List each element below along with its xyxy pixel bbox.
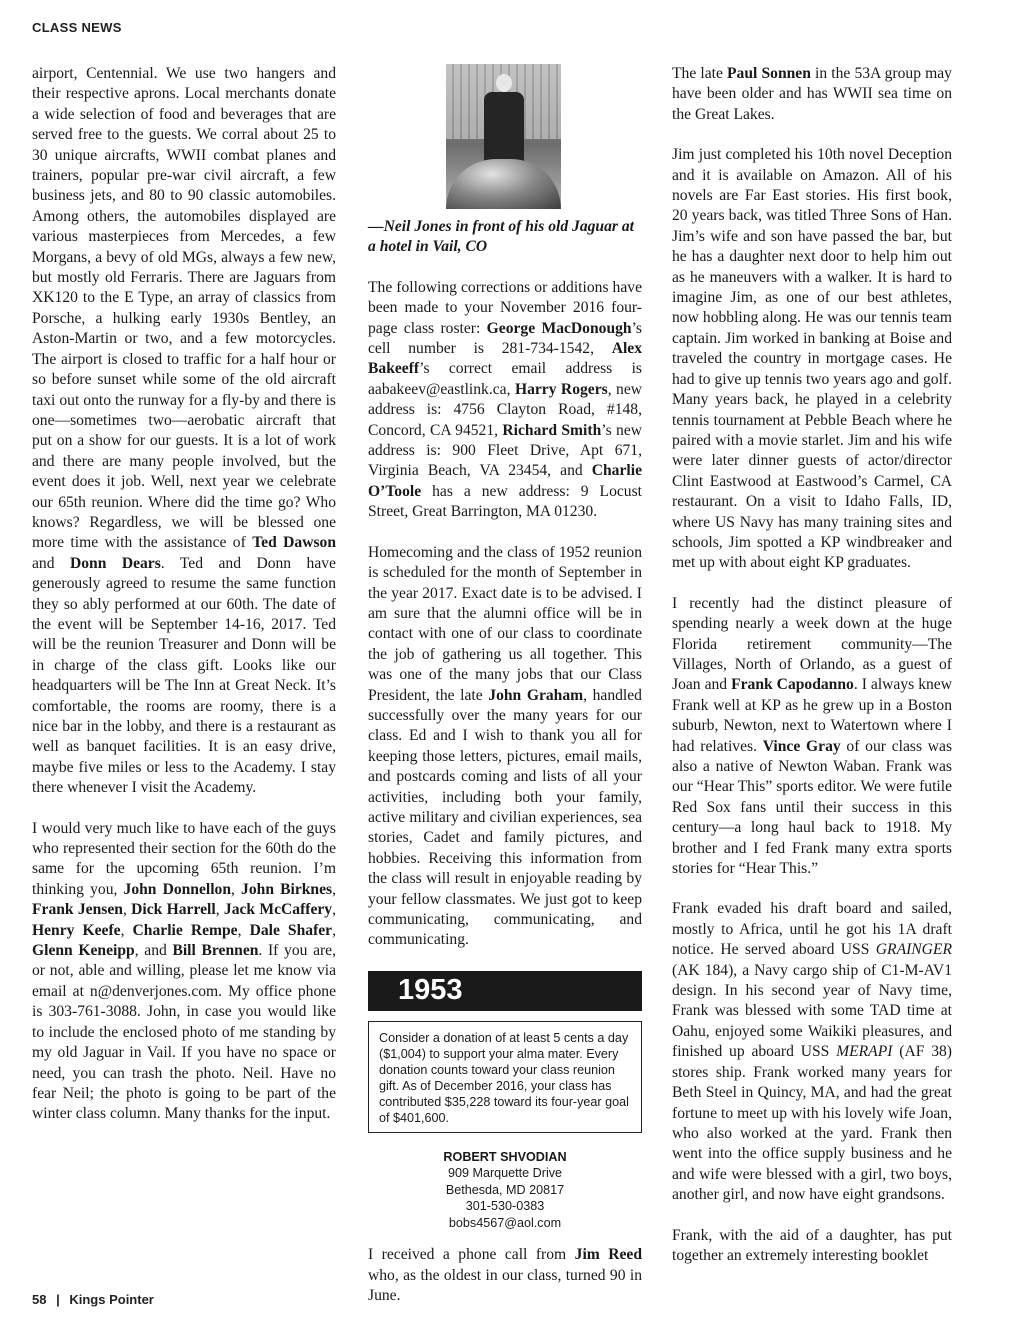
text-run: . I always knew Frank well at KP as he grew up in a Boston suburb, Newton, next to Watertown where I had relatives. xyxy=(672,676,952,755)
paragraph xyxy=(368,543,642,951)
bold-name: Harry Rogers xyxy=(514,380,608,398)
text-run: . Ted and Donn have generously agreed to resume the same function they so ably performed at our 60th. The date of the event will be September 14-16, 2017. Ted will be the reunion Treasurer and Donn will be in charge of the class gift. Looks like our headquarters will be The Inn at Great Neck. It’s comfortable, the rooms are roomy, there is a nice bar in the lobby, and there is a restaurant as well as banquet facilities. It is an easy drive, maybe five miles or less to the Academy. I stay there whenever I visit the Academy. xyxy=(32,554,336,797)
bold-name: Glenn Keneipp xyxy=(32,942,135,960)
paragraph xyxy=(672,145,952,574)
text-run: , and xyxy=(134,942,173,960)
text-run: of our class was also a native of Newton Waban. Frank was our “Hear This” sports editor. We were futile Red Sox fans until their success in this century—a long haul back to 1918. My brother and I fed Frank many extra sports stories for “Hear This.” xyxy=(672,737,953,878)
text-run: Homecoming and the class of 1952 reunion is scheduled for the month of September in the year 2017. Exact date is to be advised. I am sure that the alumni office will be in contact with one of our class to coordinate the job of gathering us all together. This was one of the many jobs that our Class President, the late xyxy=(368,543,642,704)
text-run: I would very much like to have each of the guys who represented their section for the 60th do the same for the upcoming 65th reunion. I’m thinking you, xyxy=(32,819,336,898)
bold-name: Richard Smith xyxy=(502,421,602,439)
paragraph xyxy=(672,1226,952,1267)
bold-name: Alex Bakeeff xyxy=(368,340,642,378)
text-run: , xyxy=(122,901,132,919)
bold-name: Ted Dawson xyxy=(252,534,336,552)
bold-name: Dale Shafer xyxy=(249,921,333,939)
photo-caption: —Neil Jones in front of his old Jaguar at a hotel in Vail, CO xyxy=(368,218,634,256)
column-3 xyxy=(672,64,952,1286)
text-run: (AF 38) stores ship. Frank worked many years for Beth Steel in Quincy, MA, and had the great fortune to meet up with his lovely wife Joan, who also worked at the yard. Frank then went into the office supply business and he and wife were blessed with a girl, two boys, another girl, and now have eight grandsons. xyxy=(672,1043,952,1204)
ship-name: GRAINGER xyxy=(875,941,952,959)
text-run: who, as the oldest in our class, turned 90 in June. xyxy=(368,1266,642,1305)
paragraph xyxy=(368,278,642,523)
text-run: I received a phone call from xyxy=(368,1246,575,1264)
text-run: Jim just completed his 10th novel Deception and it is available on Amazon. All of his novels are Far East stories. His first book, 20 years back, was titled Three Sons of Han. Jim’s wife and son have passed the bar, but he has a daughter next door to help him out as he maneuvers with a walker. It is hard to imagine Jim, as one of our best athletes, now hobbling along. He was our tennis team captain. Jim worked in banking at Boise and traveled the country in mortgage cases. He had to give up tennis two years ago and golf. Many years back, he played in a celebrity tennis tournament at Pebble Beach where he paired with a movie starlet. Jim and his wife were later dinner guests of actor/director Clint Eastwood at Eastwood’s Carmel, CA restaurant. On a visit to Idaho Falls, ID, where US Navy has many training sites and schools, Jim spotted a KP windbreaker and met up with about eight KP graduates. xyxy=(672,146,952,572)
bold-name: George MacDonough xyxy=(486,319,632,337)
column-2 xyxy=(368,64,642,1327)
paragraph xyxy=(672,64,952,125)
contact-name: ROBERT SHVODIAN xyxy=(443,1149,567,1164)
text-run: , xyxy=(332,880,336,898)
bold-name: Donn Dears xyxy=(69,554,161,572)
page-footer xyxy=(32,1292,154,1307)
bold-name: Jim Reed xyxy=(574,1246,642,1264)
text-run: , handled successfully over the many years for our class. Ed and I wish to thank you all for keeping those letters, pictures, email mails, and postcards coming and lists of all your activities, including both your family, active military and civilian experiences, sea stories, Cadet and family pictures, and hobbies. Receiving this information from the class will result in enjoyable reading by your fellow classmates. We just got to keep communicating, communicating, and communicating. xyxy=(368,686,642,949)
text-run: , xyxy=(237,921,250,939)
paragraph xyxy=(32,64,336,799)
text-run: , xyxy=(231,880,242,898)
donation-box: Consider a donation of at least 5 cents a day ($1,004) to support your alma mater. Every donation counts toward your class reunion gift. As of December 2016, your class has contributed $35,228 toward its four-year goal of $401,600. xyxy=(368,1021,642,1133)
text-run: (AK 184), a Navy cargo ship of C1-M-AV1 design. In his second year of Navy time, Frank was blessed with some TAD time at Oahu, enjoyed some Waikiki pleasures, and finished up aboard USS xyxy=(672,961,952,1061)
text-run: I recently had the distinct pleasure of spending nearly a week down at the huge Florida retirement community—The Villages, North of Orlando, as a guest of Joan and xyxy=(672,594,952,694)
text-run: in the 53A group may have been older and has WWII sea time on the Great Lakes. xyxy=(672,65,952,123)
class-year-banner: 1953 xyxy=(368,971,642,1011)
paragraph xyxy=(368,1245,642,1306)
bold-name: Frank Capodanno xyxy=(731,676,854,694)
neil-jones-photo xyxy=(446,64,561,209)
column-1 xyxy=(32,64,336,1145)
contact-email: bobs4567@aol.com xyxy=(448,1215,562,1230)
paragraph xyxy=(672,594,952,880)
text-run: and xyxy=(32,554,70,572)
bold-name: John Donnellon xyxy=(123,880,232,898)
text-run: , new address is: 4756 Clayton Road, #148, Concord, CA 94521, xyxy=(368,380,643,439)
contact-city: Bethesda, MD 20817 xyxy=(445,1182,565,1197)
contact-phone: 301-530-0383 xyxy=(465,1199,545,1214)
text-run: has a new address: 9 Locust Street, Great Barrington, MA 01230. xyxy=(368,482,642,521)
text-run: , xyxy=(120,921,133,939)
paragraph xyxy=(672,899,952,1205)
section-header: CLASS NEWS xyxy=(32,20,122,35)
page-number: 58 xyxy=(32,1292,47,1307)
text-run: , xyxy=(215,901,224,919)
bold-name: Paul Sonnen xyxy=(727,65,811,82)
text-run: , xyxy=(332,901,337,919)
footer-separator: | xyxy=(56,1292,60,1307)
text-run: Frank, with the aid of a daughter, has put together an extremely interesting booklet xyxy=(672,1226,952,1264)
bold-name: Bill Brennen xyxy=(172,942,259,960)
bold-name: Vince Gray xyxy=(762,737,841,755)
text-run: ’s cell number is 281-734-1542, xyxy=(368,319,642,358)
text-run: The following corrections or additions have been made to your November 2016 four-page class roster: xyxy=(368,278,642,337)
text-run: The late xyxy=(672,65,728,82)
bold-name: John Birknes xyxy=(241,880,333,898)
bold-name: Henry Keefe xyxy=(32,921,121,939)
contact-street: 909 Marquette Drive xyxy=(447,1166,563,1181)
text-run: , xyxy=(332,921,337,939)
bold-name: Dick Harrell xyxy=(131,901,216,919)
bold-name: Charlie Rempe xyxy=(132,921,238,939)
bold-name: Jack McCaffery xyxy=(223,901,333,919)
class-contact xyxy=(368,1149,642,1232)
text-run: Frank evaded his draft board and sailed, mostly to Africa, until he got his 1A draft notice. He served aboard USS xyxy=(672,900,952,959)
bold-name: John Graham xyxy=(488,686,584,704)
publication-name: Kings Pointer xyxy=(69,1292,154,1307)
bold-name: Frank Jensen xyxy=(32,901,123,919)
text-run: . If you are, or not, able and willing, please let me know via email at n@denverjones.com. My office phone is 303-761-3088. John, in case you would like to include the enclosed photo of me standing by my old Jaguar in Vail. If you have no space or need, you can trash the photo. Neil. Have no fear Neil; the photo is going to be part of the winter class column. Many thanks for the input. xyxy=(32,942,337,1123)
bold-name: Charlie O’Toole xyxy=(368,462,642,500)
text-run: ’s new address is: 900 Fleet Drive, Apt 671, Virginia Beach, VA 23454, and xyxy=(368,421,643,480)
text-run: airport, Centennial. We use two hangers and their respective aprons. Local merchants donate a wide selection of food and beverages that are served free to the guests. We corral about 25 to 30 unique aircrafts, WWII combat planes and trainers, popular pre-war civil aircraft, a few business jets, and 80 to 90 classic automobiles. Among others, the automobiles displayed are various masterpieces from Mercedes, a few Morgans, a bevy of old MGs, always a few new, but mostly old Ferraris. There are Jaguars from XK120 to the E Type, an array of classics from Porsche, a hulking early 1930s Bentley, an Aston-Martin or two, and a few motorcycles. The airport is closed to traffic for a half hour or so before sunset while some of the old aircraft taxi out onto the runway for a fly-by and there is one—sometimes two—aerobatic aircraft that put on a show for our guests. It is a lot of work and there are many people involved, but the event does it job. Well, next year we celebrate our 65th reunion. Where did the time go? Who knows? Regardless, we will be blessed one more time with the assistance of xyxy=(32,65,336,552)
paragraph xyxy=(32,819,336,1125)
ship-name: MERAPI xyxy=(836,1043,893,1061)
text-run: ’s correct email address is aabakeev@eastlink.ca, xyxy=(368,360,642,398)
